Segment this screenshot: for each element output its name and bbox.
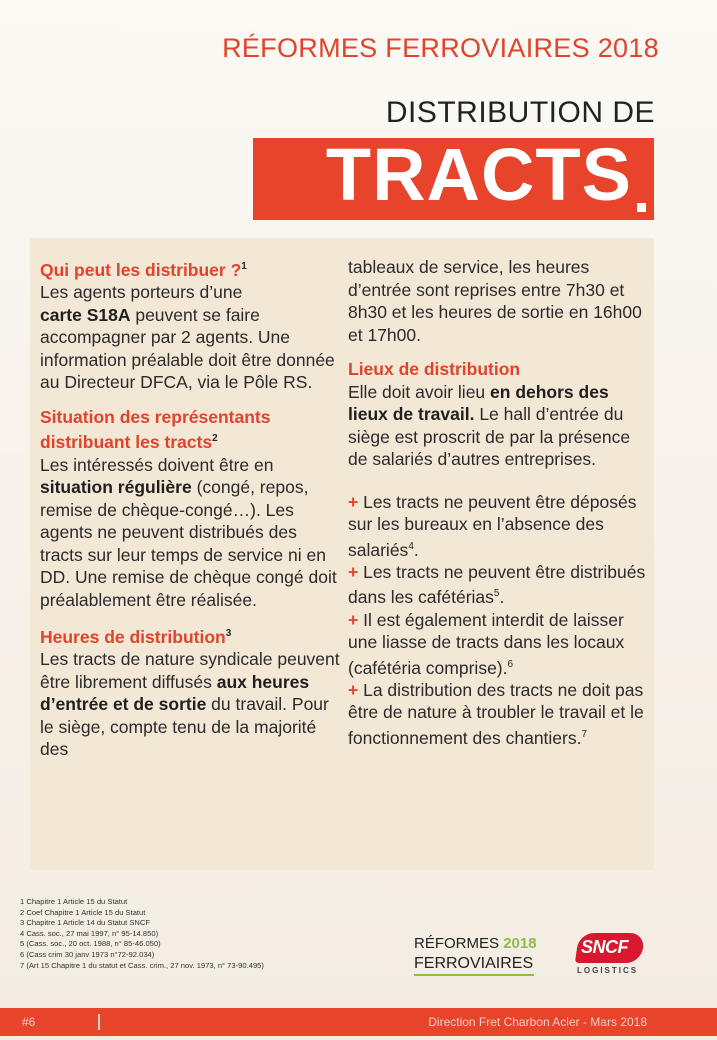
section-title-places: Lieux de distribution <box>348 359 521 379</box>
sncf-logistics-logo <box>573 931 649 977</box>
banner-dot <box>637 203 646 212</box>
section-text-places: Elle doit avoir lieu en dehors des lieux de travail. Le hall d’entrée du siège est proscrit de par la présence de salariés d’autres entreprises. <box>348 381 631 469</box>
footnote: 2 Coef Chapitre 1 Article 15 du Statut <box>20 907 146 917</box>
page-number: #6 <box>22 1015 36 1029</box>
section-text-situation: Les intéressés doivent être en situation régulière (congé, repos, remise de chèque-congé…). Les agents ne peuvent distribués des tracts sur leur temps de service ni en DD. Une remise de chèque congé doit préalablement être réalisée. <box>40 454 337 610</box>
footnote: 6 (Cass crim 30 janv 1973 n°72-92.034) <box>20 949 155 959</box>
footer-bar <box>0 1008 717 1036</box>
section-text-hours: Les tracts de nature syndicale peuvent être librement diffusés aux heures d’entrée et de sortie du travail. Pour le siège, compte tenu de la majorité des <box>40 649 340 760</box>
logo-divider <box>414 974 534 976</box>
reformes-logo: RÉFORMES 2018 FERROVIAIRES <box>414 935 537 972</box>
rule-item-bundle: + Il est également interdit de laisser une liasse de tracts dans les locaux (cafétéria comprise).$^6$ <box>348 609 625 678</box>
section-text-who: Les agents porteurs d’une carte S18A peuvent se faire accompagner par 2 agents. Une information préalable doit être donnée au Directeur DFCA, via le Pôle RS. <box>40 282 335 393</box>
plus-icon: + <box>348 679 359 700</box>
sncf-logo-text: SNCF <box>581 937 628 957</box>
footer-credit: Direction Fret Charbon Acier - Mars 2018 <box>428 1015 647 1029</box>
banner-title: TRACTS <box>325 133 632 216</box>
rule-item-desks: + Les tracts ne peuvent être déposés sur les bureaux en l’absence des salariés$^4$. <box>348 491 637 560</box>
page-subtitle: DISTRIBUTION DE <box>385 96 655 129</box>
title-banner <box>253 133 654 220</box>
footnotes <box>20 897 400 971</box>
section-title-situation: Situation des représentants distribuant les tracts$^2$ <box>40 406 271 453</box>
footnote: 4 Cass. soc., 27 mai 1997, n° 95-14.850) <box>20 928 159 938</box>
footnote: 1 Chapitre 1 Article 15 du Statut <box>20 897 128 906</box>
left-column <box>40 238 342 761</box>
plus-icon: + <box>348 561 359 582</box>
plus-icon: + <box>348 609 359 630</box>
sncf-logo-subtitle: LOGISTICS <box>577 966 639 975</box>
rule-item-cafeterias: + Les tracts ne peuvent être distribués dans les cafétérias$^5$. <box>348 561 646 608</box>
right-column <box>348 238 648 749</box>
footnote: 3 Chapitre 1 Article 14 du Statut SNCF <box>20 918 151 928</box>
page-header-title: RÉFORMES FERROVIAIRES 2018 <box>222 33 659 63</box>
rule-item-disruption: + La distribution des tracts ne doit pas être de nature à troubler le travail et le fonctionnement des chantiers.$^7$ <box>348 679 644 748</box>
footer-divider <box>98 1014 100 1030</box>
plus-icon: + <box>348 491 359 512</box>
section-title-who: Qui peut les distribuer ?$^1$ <box>40 259 247 280</box>
content-panel <box>30 238 654 870</box>
section-text-hours-continued: tableaux de service, les heures d’entrée sont reprises entre 7h30 et 8h30 et les heures de sortie en 16h00 et 17h00. <box>348 257 642 345</box>
section-title-hours: Heures de distribution$^3$ <box>40 626 232 647</box>
footnote: 7 (Art 15 Chapitre 1 du statut et Cass. crim., 27 nov. 1973, n° 73-90.495) <box>20 960 264 970</box>
footnote: 5 (Cass. soc., 20 oct. 1988, n° 85-46.050) <box>20 939 161 949</box>
